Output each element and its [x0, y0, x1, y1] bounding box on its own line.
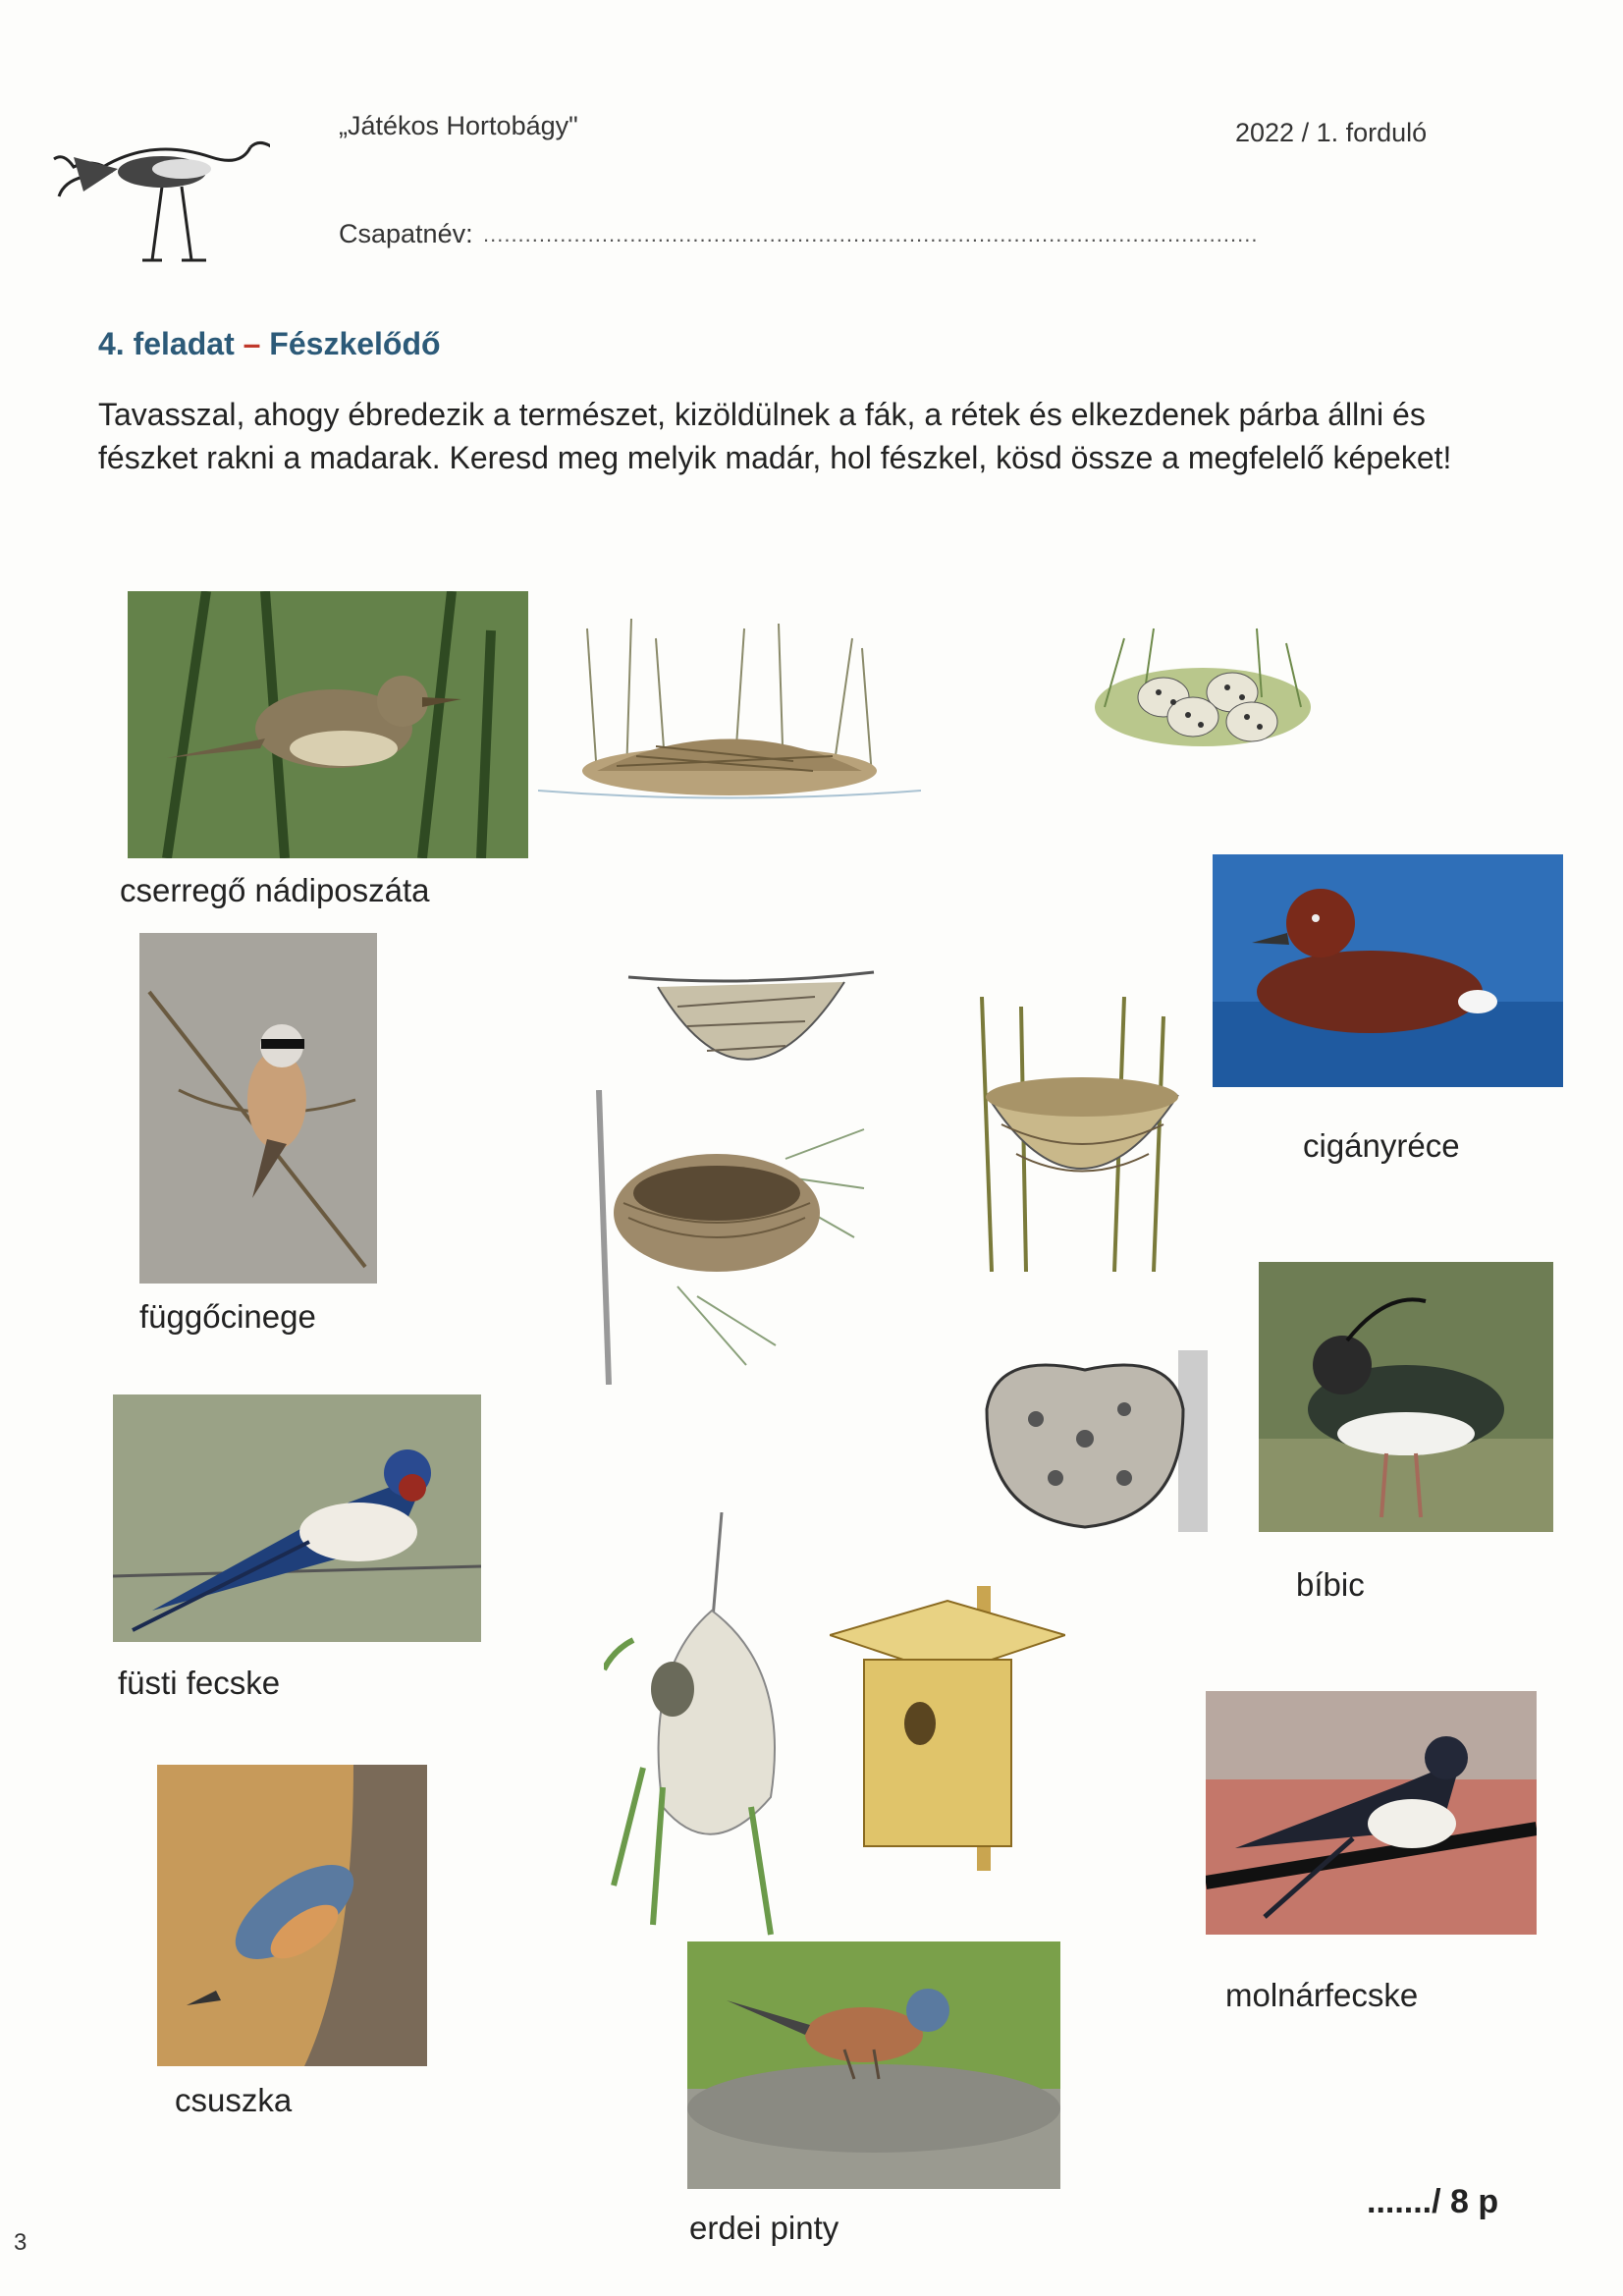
round-label: 2022 / 1. forduló: [1235, 118, 1428, 147]
header-title: „Játékos Hortobágy": [339, 111, 578, 140]
ferruginous-duck-label: cigányréce: [1303, 1127, 1460, 1164]
task-intro: [98, 393, 1551, 479]
task-number: 4. feladat: [98, 326, 235, 361]
house-martin-label: molnárfecske: [1225, 1977, 1419, 2013]
task-dash: –: [234, 326, 270, 361]
lapwing-label: bíbic: [1296, 1566, 1365, 1603]
chaffinch-label: erdei pinty: [689, 2210, 839, 2246]
nuthatch-label: csuszka: [175, 2082, 293, 2118]
task-heading: [98, 326, 441, 362]
birdhouse-nest[interactable]: [830, 1586, 1065, 1881]
reed-platform-nest[interactable]: [538, 609, 921, 805]
crane-logo: [44, 98, 270, 265]
swallow-photo[interactable]: [113, 1394, 481, 1642]
lapwing-photo[interactable]: [1259, 1262, 1553, 1532]
mud-nest[interactable]: [977, 1350, 1208, 1532]
penduline-tit-label: függőcinege: [139, 1298, 316, 1335]
hanging-cup-nest[interactable]: [619, 967, 884, 1105]
team-name-label: Csapatnév:: [339, 219, 473, 248]
page-number: 3: [14, 2229, 27, 2256]
nuthatch-photo[interactable]: [157, 1765, 427, 2066]
intro-line-2: fészket rakni a madarak. Keresd meg melyik madár, hol fészkel, kösd össze a megfelelő képeket!: [98, 440, 1452, 475]
ground-eggs-nest[interactable]: [1085, 619, 1321, 756]
reed-warbler-photo[interactable]: [128, 591, 528, 858]
hanging-pouch-nest[interactable]: [604, 1512, 820, 1944]
reed-basket-nest[interactable]: [967, 997, 1193, 1272]
house-martin-photo[interactable]: [1206, 1691, 1537, 1935]
branch-cup-nest[interactable]: [560, 1090, 874, 1385]
ferruginous-duck-photo[interactable]: [1213, 854, 1563, 1087]
reed-warbler-label: cserregő nádiposzáta: [120, 872, 430, 908]
swallow-label: füsti fecske: [118, 1665, 281, 1701]
task-name: Fészkelődő: [269, 326, 441, 361]
score-field[interactable]: ......./ 8 p: [1367, 2183, 1499, 2220]
penduline-tit-photo[interactable]: [139, 933, 377, 1284]
chaffinch-photo[interactable]: [687, 1941, 1060, 2189]
intro-line-1: Tavasszal, ahogy ébredezik a természet, kizöldülnek a fák, a rétek és elkezdenek párba állni és: [98, 397, 1426, 432]
team-name-field[interactable]: ...............................................................................................................: [483, 222, 1259, 246]
